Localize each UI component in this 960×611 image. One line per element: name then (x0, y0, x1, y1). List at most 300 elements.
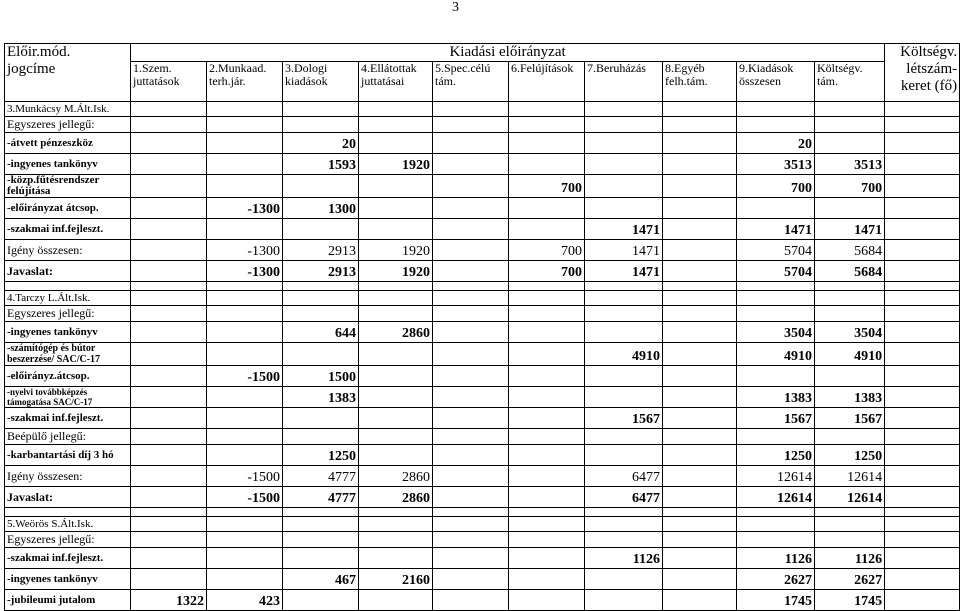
cell-value (509, 306, 585, 322)
table-row (5, 282, 960, 291)
table-row (5, 322, 960, 343)
cell-value (509, 387, 585, 408)
cell-value (207, 117, 283, 133)
cell-value (815, 102, 885, 117)
cell-value (663, 445, 737, 466)
cell-value (585, 322, 663, 343)
cell-value (585, 198, 663, 219)
column-header-9: 9.Kiadások összesen (737, 62, 815, 102)
cell-value: 3504 (737, 322, 815, 343)
cell-value: 2860 (359, 487, 433, 508)
cell-value (585, 508, 663, 517)
cell-value (663, 322, 737, 343)
cell-value (207, 175, 283, 198)
row-label: Javaslat: (5, 487, 131, 508)
row-label (5, 508, 131, 517)
cell-value (207, 387, 283, 408)
cell-value (433, 387, 509, 408)
cell-value (585, 117, 663, 133)
cell-value (663, 429, 737, 445)
cell-value (433, 487, 509, 508)
cell-value: 4910 (737, 343, 815, 366)
cell-value (207, 569, 283, 590)
row-label: 3.Munkácsy M.Ált.Isk. (5, 102, 131, 117)
cell-value (131, 429, 207, 445)
cell-value (207, 508, 283, 517)
cell-value (359, 117, 433, 133)
cell-value (131, 569, 207, 590)
cell-value (207, 429, 283, 445)
table-row (5, 569, 960, 590)
cell-value (359, 291, 433, 306)
table-row (5, 175, 960, 198)
cell-value: 5684 (815, 261, 885, 282)
cell-value (663, 548, 737, 569)
cell-value: 644 (283, 322, 359, 343)
cell-value (509, 408, 585, 429)
cell-value (585, 366, 663, 387)
cell-value (359, 508, 433, 517)
row-label: Egyszeres jellegű: (5, 306, 131, 322)
cell-value: 1745 (737, 590, 815, 611)
cell-value (885, 261, 960, 282)
cell-value (737, 282, 815, 291)
cell-value (433, 548, 509, 569)
cell-value (283, 282, 359, 291)
cell-value (433, 282, 509, 291)
table-row (5, 517, 960, 532)
cell-value (433, 517, 509, 532)
cell-value (207, 445, 283, 466)
cell-value (359, 219, 433, 240)
cell-value (359, 133, 433, 154)
cell-value: 1567 (585, 408, 663, 429)
cell-value (663, 532, 737, 548)
cell-value (885, 532, 960, 548)
cell-value (359, 548, 433, 569)
cell-value: 12614 (815, 487, 885, 508)
table-row (5, 590, 960, 611)
table-row (5, 306, 960, 322)
cell-value (207, 517, 283, 532)
cell-value (815, 306, 885, 322)
cell-value (433, 219, 509, 240)
cell-value (131, 466, 207, 487)
cell-value: 1383 (283, 387, 359, 408)
cell-value (885, 102, 960, 117)
cell-value (359, 306, 433, 322)
cell-value (585, 175, 663, 198)
cell-value (885, 548, 960, 569)
cell-value (509, 487, 585, 508)
cell-value (885, 366, 960, 387)
cell-value: 2860 (359, 466, 433, 487)
cell-value (737, 366, 815, 387)
cell-value (885, 133, 960, 154)
cell-value (663, 306, 737, 322)
cell-value (433, 102, 509, 117)
row-label: -ingyenes tankönyv (5, 154, 131, 175)
cell-value (885, 198, 960, 219)
cell-value: 2860 (359, 322, 433, 343)
cell-value (207, 343, 283, 366)
cell-value: 4910 (585, 343, 663, 366)
cell-value: 1471 (815, 219, 885, 240)
cell-value (359, 343, 433, 366)
cell-value (737, 198, 815, 219)
cell-value (663, 466, 737, 487)
cell-value (131, 408, 207, 429)
cell-value (663, 133, 737, 154)
cell-value (131, 508, 207, 517)
cell-value (585, 532, 663, 548)
cell-value (433, 532, 509, 548)
cell-value: 4777 (283, 466, 359, 487)
column-header-7: 7.Beruházás (585, 62, 663, 102)
row-label: -számítógép és bútor beszerzése/ SAC/C-17 (5, 343, 131, 366)
cell-value: 5684 (815, 240, 885, 261)
cell-value (433, 306, 509, 322)
cell-value (663, 117, 737, 133)
cell-value: 1383 (737, 387, 815, 408)
cell-value (207, 408, 283, 429)
table-row (5, 198, 960, 219)
cell-value (283, 532, 359, 548)
table-row (5, 261, 960, 282)
cell-value: 1745 (815, 590, 885, 611)
cell-value (663, 487, 737, 508)
table-row (5, 133, 960, 154)
cell-value (585, 133, 663, 154)
cell-value (885, 429, 960, 445)
cell-value (815, 429, 885, 445)
cell-value (433, 466, 509, 487)
cell-value (433, 569, 509, 590)
cell-value (131, 322, 207, 343)
cell-value (207, 219, 283, 240)
cell-value (885, 408, 960, 429)
row-label: Beépülő jellegű: (5, 429, 131, 445)
cell-value (737, 102, 815, 117)
cell-value: 20 (283, 133, 359, 154)
cell-value (663, 219, 737, 240)
cell-value (433, 133, 509, 154)
cell-value (433, 117, 509, 133)
cell-value (283, 508, 359, 517)
header-row-columns (5, 62, 960, 102)
cell-value (885, 387, 960, 408)
cell-value: 12614 (815, 466, 885, 487)
cell-value (509, 219, 585, 240)
cell-value (131, 532, 207, 548)
cell-value: -1500 (207, 366, 283, 387)
budget-table (4, 43, 960, 611)
cell-value (433, 291, 509, 306)
row-label: -ingyenes tankönyv (5, 322, 131, 343)
cell-value (509, 569, 585, 590)
table-row (5, 429, 960, 445)
table-row (5, 343, 960, 366)
cell-value (815, 532, 885, 548)
cell-value (885, 282, 960, 291)
cell-value (131, 291, 207, 306)
cell-value: 700 (509, 240, 585, 261)
cell-value (131, 102, 207, 117)
cell-value (585, 429, 663, 445)
cell-value (509, 590, 585, 611)
cell-value (207, 282, 283, 291)
cell-value (131, 445, 207, 466)
cell-value (885, 508, 960, 517)
column-header-4: 4.Ellátottak juttatásai (359, 62, 433, 102)
cell-value (663, 508, 737, 517)
cell-value (283, 219, 359, 240)
cell-value (359, 517, 433, 532)
cell-value (359, 366, 433, 387)
cell-value (509, 445, 585, 466)
cell-value (663, 282, 737, 291)
table-row (5, 387, 960, 408)
cell-value (885, 219, 960, 240)
cell-value (433, 590, 509, 611)
cell-value (283, 429, 359, 445)
cell-value (359, 532, 433, 548)
cell-value: -1300 (207, 261, 283, 282)
cell-value (433, 261, 509, 282)
table-row (5, 532, 960, 548)
cell-value (585, 590, 663, 611)
row-label (5, 282, 131, 291)
column-header-1: 1.Szem. juttatások (131, 62, 207, 102)
cell-value (433, 366, 509, 387)
cell-value (509, 102, 585, 117)
cell-value (433, 408, 509, 429)
cell-value: 20 (737, 133, 815, 154)
cell-value (131, 366, 207, 387)
cell-value (815, 291, 885, 306)
page-number: 3 (452, 0, 459, 15)
cell-value: 1471 (585, 219, 663, 240)
cell-value (359, 282, 433, 291)
row-label: -nyelvi továbbképzés támogatása SAC/C-17 (5, 387, 131, 408)
cell-value: -1300 (207, 198, 283, 219)
cell-value (509, 322, 585, 343)
cell-value (663, 387, 737, 408)
cell-value (131, 343, 207, 366)
cell-value: 2627 (737, 569, 815, 590)
cell-value (663, 198, 737, 219)
cell-value (885, 322, 960, 343)
cell-value: 2913 (283, 261, 359, 282)
cell-value (663, 590, 737, 611)
cell-value (283, 548, 359, 569)
cell-value (433, 240, 509, 261)
table-row (5, 408, 960, 429)
cell-value: 1567 (737, 408, 815, 429)
cell-value (283, 117, 359, 133)
cell-value (131, 133, 207, 154)
table-row (5, 240, 960, 261)
cell-value (663, 154, 737, 175)
cell-value (207, 548, 283, 569)
cell-value (509, 532, 585, 548)
cell-value: 1250 (283, 445, 359, 466)
table-row (5, 154, 960, 175)
cell-value (131, 175, 207, 198)
cell-value (207, 322, 283, 343)
cell-value: 2160 (359, 569, 433, 590)
cell-value (283, 175, 359, 198)
cell-value (663, 366, 737, 387)
cell-value (885, 517, 960, 532)
cell-value (509, 343, 585, 366)
cell-value: 1250 (815, 445, 885, 466)
cell-value (359, 590, 433, 611)
cell-value (885, 487, 960, 508)
row-label: -szakmai inf.fejleszt. (5, 408, 131, 429)
cell-value (815, 366, 885, 387)
row-label: -átvett pénzeszköz (5, 133, 131, 154)
cell-value (131, 261, 207, 282)
cell-value (283, 343, 359, 366)
cell-value: 12614 (737, 466, 815, 487)
cell-value: 1920 (359, 240, 433, 261)
cell-value (663, 102, 737, 117)
cell-value (207, 306, 283, 322)
column-header-8: 8.Egyéb felh.tám. (663, 62, 737, 102)
cell-value (509, 429, 585, 445)
table-row (5, 548, 960, 569)
header-row-top (5, 44, 960, 62)
cell-value: 1300 (283, 198, 359, 219)
cell-value (663, 175, 737, 198)
cell-value: -1500 (207, 487, 283, 508)
cell-value (207, 154, 283, 175)
cell-value (131, 117, 207, 133)
cell-value (585, 291, 663, 306)
cell-value (283, 291, 359, 306)
cell-value (663, 517, 737, 532)
cell-value: 1567 (815, 408, 885, 429)
cell-value (885, 291, 960, 306)
cell-value (359, 198, 433, 219)
cell-value (737, 117, 815, 133)
table-row (5, 366, 960, 387)
cell-value (885, 343, 960, 366)
cell-value: 700 (737, 175, 815, 198)
row-label: Igény összesen: (5, 240, 131, 261)
cell-value (359, 102, 433, 117)
cell-value (359, 175, 433, 198)
cell-value (283, 590, 359, 611)
cell-value (359, 408, 433, 429)
cell-value (885, 569, 960, 590)
cell-value (283, 517, 359, 532)
cell-value: -1500 (207, 466, 283, 487)
table-row (5, 445, 960, 466)
row-label: -szakmai inf.fejleszt. (5, 219, 131, 240)
cell-value (433, 445, 509, 466)
table-row (5, 219, 960, 240)
cell-value: 1920 (359, 261, 433, 282)
cell-value: 467 (283, 569, 359, 590)
cell-value: 1126 (815, 548, 885, 569)
cell-value: 1500 (283, 366, 359, 387)
row-label: -közp.fűtésrendszer felújítása (5, 175, 131, 198)
cell-value (509, 133, 585, 154)
row-label: -előirányzat átcsop. (5, 198, 131, 219)
cell-value: 1383 (815, 387, 885, 408)
table-row (5, 102, 960, 117)
cell-value (885, 154, 960, 175)
cell-value (663, 291, 737, 306)
cell-value (885, 117, 960, 133)
cell-value (283, 102, 359, 117)
cell-value (131, 387, 207, 408)
cell-value: 1126 (585, 548, 663, 569)
column-header-10: Költségv. tám. (815, 62, 885, 102)
cell-value (509, 117, 585, 133)
cell-value: 3513 (737, 154, 815, 175)
cell-value (585, 445, 663, 466)
cell-value (663, 343, 737, 366)
row-label: Egyszeres jellegű: (5, 532, 131, 548)
cell-value (359, 387, 433, 408)
cell-value (885, 466, 960, 487)
cell-value (815, 117, 885, 133)
cell-value (359, 445, 433, 466)
cell-value: 1471 (585, 261, 663, 282)
cell-value (131, 548, 207, 569)
cell-value: 1471 (585, 240, 663, 261)
cell-value (207, 102, 283, 117)
cell-value (509, 291, 585, 306)
column-header-6: 6.Felújítások (509, 62, 585, 102)
cell-value (131, 154, 207, 175)
cell-value (359, 429, 433, 445)
cell-value (663, 240, 737, 261)
cell-value (509, 466, 585, 487)
cell-value (207, 532, 283, 548)
cell-value (815, 282, 885, 291)
cell-value (815, 508, 885, 517)
cell-value (737, 429, 815, 445)
table-row (5, 291, 960, 306)
cell-value: 6477 (585, 466, 663, 487)
row-label: Igény összesen: (5, 466, 131, 487)
cell-value: 1471 (737, 219, 815, 240)
cell-value (207, 291, 283, 306)
cell-value (433, 429, 509, 445)
column-header-5: 5.Spec.célú tám. (433, 62, 509, 102)
cell-value (509, 517, 585, 532)
cell-value (433, 322, 509, 343)
cell-value: 4910 (815, 343, 885, 366)
cell-value (131, 517, 207, 532)
cell-value (585, 569, 663, 590)
cell-value (815, 517, 885, 532)
row-label: Javaslat: (5, 261, 131, 282)
cell-value (509, 366, 585, 387)
cell-value (283, 306, 359, 322)
row-label: -karbantartási díj 3 hó (5, 445, 131, 466)
column-header-3: 3.Dologi kiadások (283, 62, 359, 102)
cell-value: 423 (207, 590, 283, 611)
cell-value (663, 569, 737, 590)
cell-value (885, 240, 960, 261)
table-row (5, 508, 960, 517)
cell-value: 700 (509, 175, 585, 198)
